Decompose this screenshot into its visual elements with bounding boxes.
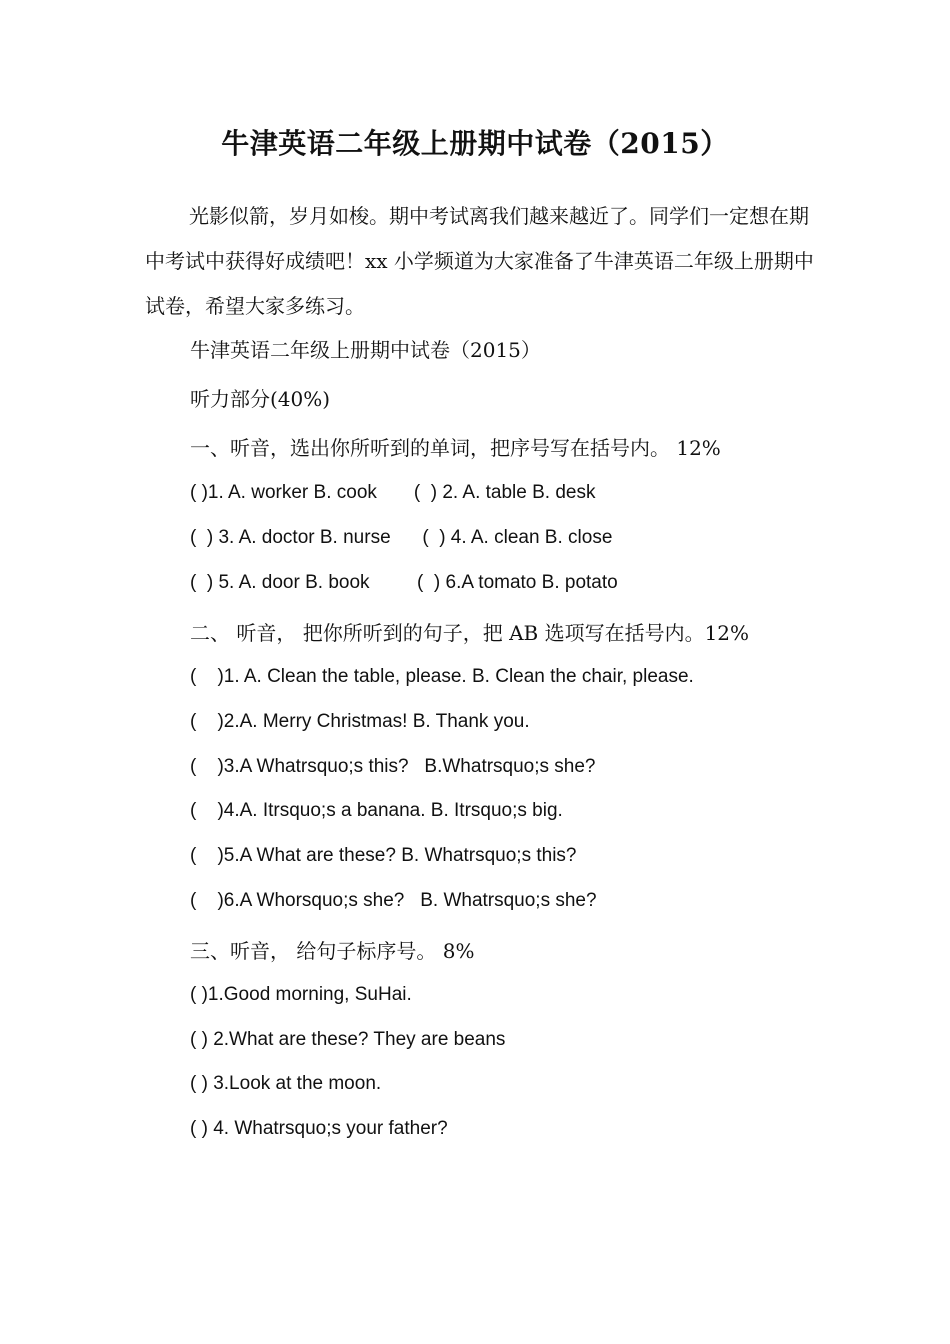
part2-item: ( )3.A Whatrsquo;s this? B.Whatrsquo;s she? [190,756,596,777]
part1-item: ( ) 3. A. doctor B. nurse ( ) 4. A. clean B. close [190,527,613,548]
part2-item: ( )2.A. Merry Christmas! B. Thank you. [190,711,530,732]
part3-heading: 三、听音， 给句子标序号。 8% [190,939,475,963]
part2-item: ( )4.A. Itrsquo;s a banana. B. Itrsquo;s big. [190,800,563,821]
part1-item: ( ) 5. A. door B. book ( ) 6.A tomato B. potato [190,572,618,593]
part3-item: ( ) 3.Look at the moon. [190,1073,382,1094]
part1-heading: 一、听音，选出你所听到的单词，把序号写在括号内。 12% [190,436,721,460]
part1-item: ( )1. A. worker B. cook ( ) 2. A. table B. desk [190,482,596,503]
part3-item: ( ) 2.What are these? They are beans [190,1029,506,1050]
part2-item: ( )1. A. Clean the table, please. B. Clean the chair, please. [190,666,694,687]
intro-paragraph: 光影似箭，岁月如梭。期中考试离我们越来越近了。同学们一定想在期中考试中获得好成绩吧！xx 小学频道为大家准备了牛津英语二年级上册期中试卷，希望大家多练习。 [145,204,814,318]
section-listening-heading: 听力部分(40%) [190,387,331,411]
part2-heading: 二、 听音， 把你所听到的句子，把 AB 选项写在括号内。12% [190,621,750,645]
subtitle: 牛津英语二年级上册期中试卷（2015） [190,338,541,362]
part3-item: ( )1.Good morning, SuHai. [190,984,412,1005]
part2-item: ( )6.A Whorsquo;s she? B. Whatrsquo;s she? [190,890,597,911]
part2-item: ( )5.A What are these? B. Whatrsquo;s this? [190,845,577,866]
document-title: 牛津英语二年级上册期中试卷（2015） [221,127,729,160]
part3-item: ( ) 4. Whatrsquo;s your father? [190,1118,448,1139]
